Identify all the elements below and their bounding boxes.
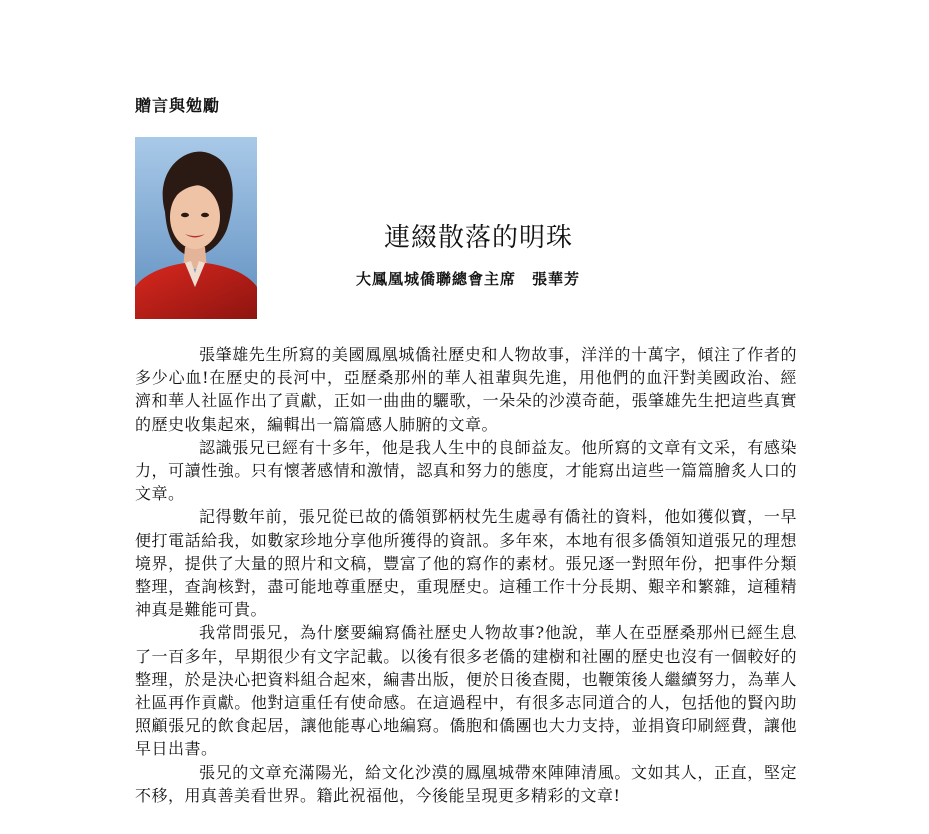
paragraph: 張兄的文章充滿陽光，給文化沙漠的鳳凰城帶來陣陣清風。文如其人，正直，堅定不移，用真善美看世界。籍此祝福他，今後能呈現更多精彩的文章! (135, 762, 797, 805)
author-byline: 大鳳凰城僑聯總會主席 張華芳 (356, 270, 581, 288)
section-title: 贈言與勉勵 (135, 96, 221, 115)
paragraph: 張肇雄先生所寫的美國鳳凰城僑社歷史和人物故事，洋洋的十萬字，傾注了作者的多少心血!在歷史的長河中，亞歷桑那州的華人祖輩與先進，用他們的血汗對美國政治、經濟和華人社區作出了貢獻，正如一曲曲的驪歌，一朵朵的沙漠奇葩，張肇雄先生把這些真實的歷史收集起來，編輯出一篇篇感人肺腑的文章。 (135, 345, 797, 434)
author-portrait-photo (135, 137, 257, 319)
paragraph: 我常問張兄，為什麼要編寫僑社歷史人物故事?他說，華人在亞歷桑那州已經生息了一百多年，早期很少有文字記載。以後有很多老僑的建樹和社團的歷史也沒有一個較好的整理，於是決心把資料組合起來，編書出版，便於日後查閱，也鞭策後人繼續努力，為華人社區再作貢獻。他對這重任有使命感。在這過程中，有很多志同道合的人，包括他的賢內助照顧張兄的飲食起居，讓他能專心地編寫。僑胞和僑團也大力支持，並捐資印刷經費，讓他早日出書。 (135, 623, 797, 759)
article-title: 連綴散落的明珠 (384, 223, 574, 253)
paragraph: 記得數年前，張兄從已故的僑領鄧柄杖先生處尋有僑社的資料，他如獲似寶，一早便打電話給我，如數家珍地分享他所獲得的資訊。多年來，本地有很多僑領知道張兄的理想境界，提供了大量的照片和文稿，豐富了他的寫作的素材。張兄逐一對照年份，把事件分類整理，查詢核對，盡可能地尊重歷史，重現歷史。這種工作十分長期、艱辛和繁雜，這種精神真是難能可貴。 (135, 507, 797, 620)
article-body (135, 343, 797, 807)
paragraph: 認識張兄已經有十多年，他是我人生中的良師益友。他所寫的文章有文采，有感染力，可讀性強。只有懷著感情和激情，認真和努力的態度，才能寫出這些一篇篇膾炙人口的文章。 (135, 437, 797, 504)
